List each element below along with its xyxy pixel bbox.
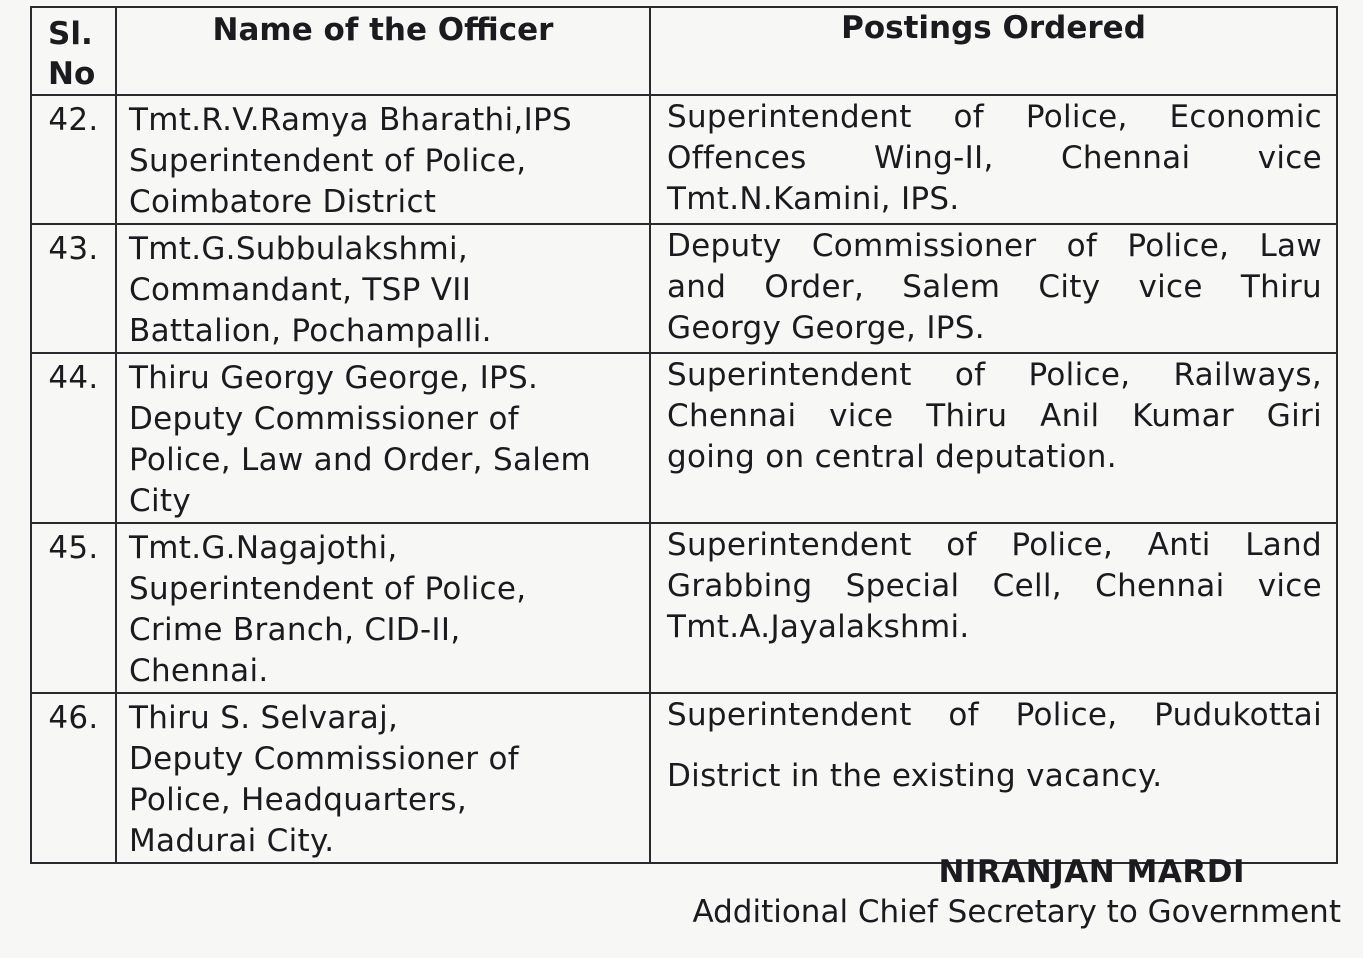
posting-cell (650, 95, 1337, 224)
table-row (31, 693, 1337, 863)
posting-line: Deputy Commissioner of Police, Law (667, 228, 1322, 264)
posting-line: District in the existing vacancy. (667, 758, 1163, 794)
header-row (31, 7, 1337, 95)
officer-cell (116, 693, 650, 863)
officer-cell (116, 353, 650, 523)
header-sl-no-text: Sl. No (48, 16, 96, 92)
posting-cell (650, 353, 1337, 523)
posting-line: Superintendent of Police, Economic (667, 99, 1322, 135)
sl-no-cell: 46. (31, 693, 116, 863)
posting-line: going on central deputation. (667, 439, 1117, 475)
posting-line: Chennai vice Thiru Anil Kumar Giri (667, 398, 1322, 434)
officer-line: Deputy Commissioner of (129, 741, 519, 777)
sl-no-cell: 44. (31, 353, 116, 523)
officer-line: Police, Headquarters, (129, 782, 468, 818)
officer-line: Deputy Commissioner of (129, 401, 519, 437)
postings-table (30, 6, 1338, 864)
posting-cell (650, 693, 1337, 863)
posting-cell (650, 523, 1337, 693)
posting-line: Grabbing Special Cell, Chennai vice (667, 568, 1322, 604)
table-row (31, 95, 1337, 224)
header-postings-ordered: Postings Ordered (650, 7, 1337, 95)
posting-cell (650, 224, 1337, 353)
officer-line: Madurai City. (129, 823, 335, 859)
officer-line: Thiru Georgy George, IPS. (129, 360, 539, 396)
officer-line: Battalion, Pochampalli. (129, 313, 492, 349)
posting-line: Georgy George, IPS. (667, 310, 985, 346)
posting-line: Superintendent of Police, Anti Land (667, 527, 1322, 563)
posting-line: and Order, Salem City vice Thiru (667, 269, 1322, 305)
sl-no-cell: 45. (31, 523, 116, 693)
signatory-name: NIRANJAN MARDI (938, 854, 1245, 890)
table-row (31, 523, 1337, 693)
officer-line: Police, Law and Order, Salem (129, 442, 592, 478)
officer-line: Superintendent of Police, (129, 143, 527, 179)
posting-line: Offences Wing-II, Chennai vice (667, 140, 1322, 176)
posting-line: Tmt.A.Jayalakshmi. (667, 609, 970, 645)
sl-no-cell: 42. (31, 95, 116, 224)
officer-line: Coimbatore District (129, 184, 437, 220)
sl-no-cell: 43. (31, 224, 116, 353)
posting-line: Tmt.N.Kamini, IPS. (667, 181, 960, 217)
officer-cell (116, 523, 650, 693)
header-sl-no (31, 7, 116, 95)
officer-line: Tmt.R.V.Ramya Bharathi,IPS (129, 102, 572, 138)
officer-cell (116, 224, 650, 353)
officer-line: Commandant, TSP VII (129, 272, 472, 308)
posting-line: Superintendent of Police, Railways, (667, 357, 1322, 393)
officer-line: City (129, 483, 191, 519)
header-officer-name: Name of the Officer (116, 7, 650, 95)
table-row (31, 353, 1337, 523)
officer-line: Superintendent of Police, (129, 571, 527, 607)
officer-line: Chennai. (129, 653, 269, 689)
officer-cell (116, 95, 650, 224)
officer-line: Crime Branch, CID-II, (129, 612, 461, 648)
table-row (31, 224, 1337, 353)
signature-block (692, 852, 1341, 932)
signatory-title: Additional Chief Secretary to Government (692, 894, 1341, 930)
officer-line: Thiru S. Selvaraj, (129, 700, 399, 736)
posting-line: Superintendent of Police, Pudukottai (667, 697, 1322, 733)
officer-line: Tmt.G.Nagajothi, (129, 530, 398, 566)
officer-line: Tmt.G.Subbulakshmi, (129, 231, 469, 267)
